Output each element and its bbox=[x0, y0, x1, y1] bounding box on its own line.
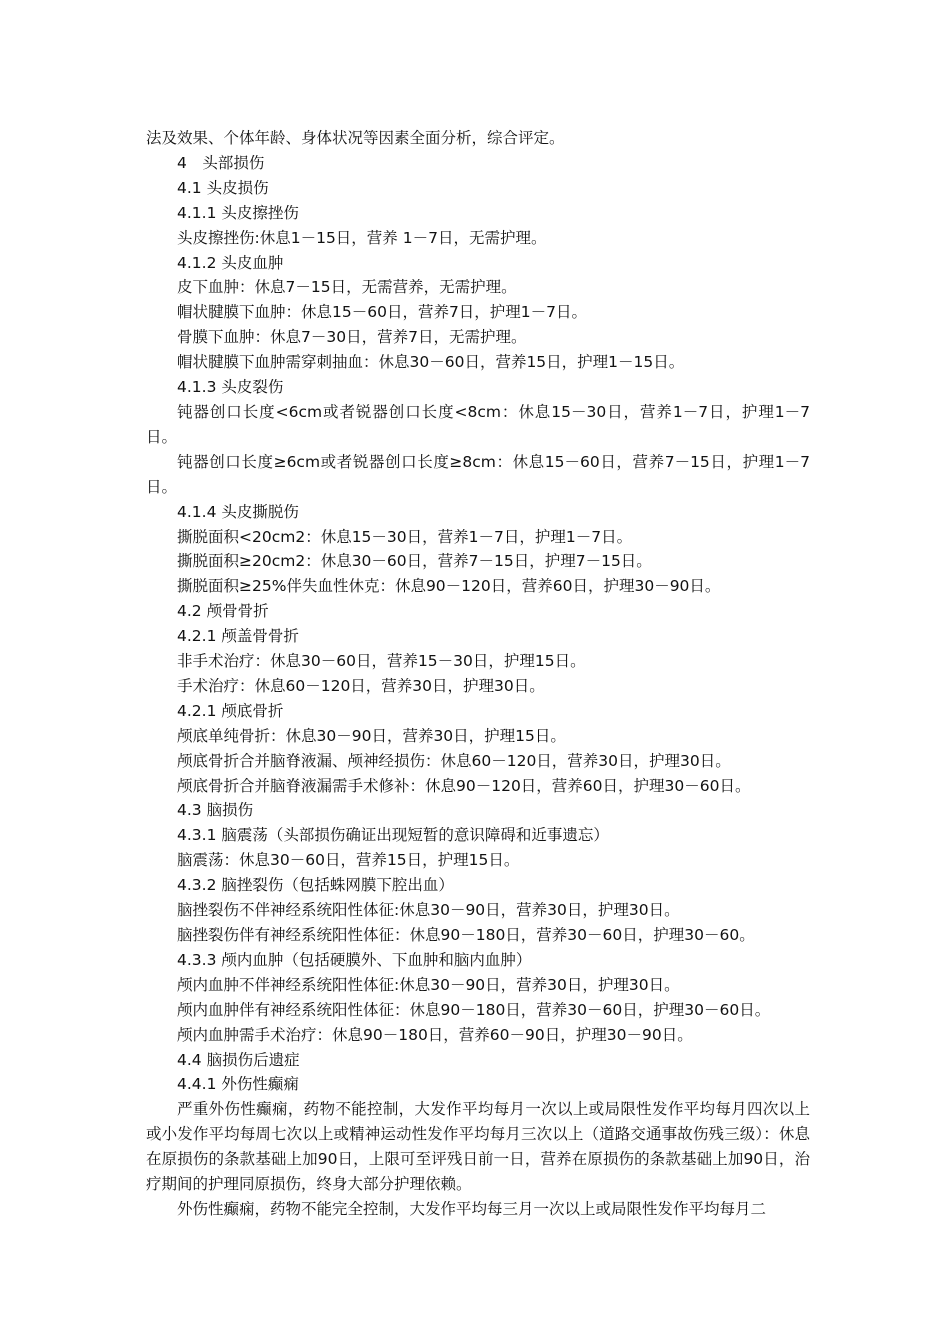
paragraph: 皮下血肿：休息7－15日，无需营养，无需护理。 bbox=[177, 278, 517, 297]
paragraph: 颅底骨折合并脑脊液漏需手术修补：休息90－120日，营养60日，护理30－60日。 bbox=[177, 776, 751, 795]
paragraph: 钝器创口长度<6cm或者锐器创口长度<8cm：休息15－30日，营养1－7日，护理1－7日。 bbox=[146, 402, 810, 446]
paragraph: 颅内血肿不伴神经系统阳性体征:休息30－90日，营养30日，护理30日。 bbox=[177, 975, 680, 994]
subsubsection-heading: 4.3.3 颅内血肿（包括硬膜外、下血肿和脑内血肿） bbox=[177, 950, 532, 969]
subsection-heading: 4.4 脑损伤后遗症 bbox=[177, 1050, 300, 1069]
paragraph: 帽状腱膜下血肿需穿刺抽血：休息30－60日，营养15日，护理1－15日。 bbox=[177, 353, 685, 372]
document-body bbox=[146, 126, 810, 1222]
subsubsection-heading: 4.2.1 颅盖骨骨折 bbox=[177, 627, 299, 646]
paragraph: 撕脱面积≥20cm2：休息30－60日，营养7－15日，护理7－15日。 bbox=[177, 552, 652, 571]
subsubsection-heading: 4.3.1 脑震荡（头部损伤确证出现短暂的意识障碍和近事遗忘） bbox=[177, 826, 609, 845]
subsubsection-heading: 4.1.3 头皮裂伤 bbox=[177, 378, 284, 397]
paragraph: 头皮擦挫伤:休息1－15日，营养 1－7日，无需护理。 bbox=[177, 228, 547, 247]
subsubsection-heading: 4.1.1 头皮擦挫伤 bbox=[177, 203, 299, 222]
subsection-heading: 4.3 脑损伤 bbox=[177, 801, 254, 820]
subsection-heading: 4.1 头皮损伤 bbox=[177, 178, 269, 197]
paragraph: 钝器创口长度≥6cm或者锐器创口长度≥8cm：休息15－60日，营养7－15日，护理1－7日。 bbox=[146, 452, 810, 496]
paragraph: 颅底单纯骨折：休息30－90日，营养30日，护理15日。 bbox=[177, 726, 566, 745]
paragraph: 颅内血肿伴有神经系统阳性体征：休息90－180日，营养30－60日，护理30－60日。 bbox=[177, 1000, 771, 1019]
paragraph: 颅底骨折合并脑脊液漏、颅神经损伤：休息60－120日，营养30日，护理30日。 bbox=[177, 751, 731, 770]
paragraph: 非手术治疗：休息30－60日，营养15－30日，护理15日。 bbox=[177, 652, 586, 671]
paragraph: 撕脱面积<20cm2：休息15－30日，营养1－7日，护理1－7日。 bbox=[177, 527, 633, 546]
paragraph: 严重外伤性癫痫，药物不能控制，大发作平均每月一次以上或局限性发作平均每月四次以上或小发作平均每周七次以上或精神运动性发作平均每月三次以上（道路交通事故伤残三级）：休息在原损伤的条款基础上加90日，上限可至评残日前一日，营养在原损伤的条款基础上加90日，治疗期间的护理同原损伤，终身大部分护理依赖。 bbox=[146, 1100, 810, 1194]
paragraph: 骨膜下血肿：休息7－30日，营养7日，无需护理。 bbox=[177, 328, 527, 347]
paragraph: 帽状腱膜下血肿：休息15－60日，营养7日，护理1－7日。 bbox=[177, 303, 588, 322]
paragraph: 脑挫裂伤不伴神经系统阳性体征:休息30－90日，营养30日，护理30日。 bbox=[177, 901, 680, 920]
subsubsection-heading: 4.2.1 颅底骨折 bbox=[177, 701, 284, 720]
section-heading: 4 头部损伤 bbox=[177, 153, 265, 172]
paragraph: 撕脱面积≥25%伴失血性休克：休息90－120日，营养60日，护理30－90日。 bbox=[177, 577, 721, 596]
paragraph: 外伤性癫痫，药物不能完全控制，大发作平均每三月一次以上或局限性发作平均每月二 bbox=[177, 1199, 767, 1218]
paragraph-intro: 法及效果、个体年龄、身体状况等因素全面分析，综合评定。 bbox=[146, 129, 565, 147]
paragraph: 脑震荡：休息30－60日，营养15日，护理15日。 bbox=[177, 851, 520, 870]
subsubsection-heading: 4.1.2 头皮血肿 bbox=[177, 253, 284, 272]
paragraph: 手术治疗：休息60－120日，营养30日，护理30日。 bbox=[177, 676, 545, 695]
subsubsection-heading: 4.3.2 脑挫裂伤（包括蛛网膜下腔出血） bbox=[177, 876, 454, 895]
subsubsection-heading: 4.1.4 头皮撕脱伤 bbox=[177, 502, 299, 521]
paragraph: 脑挫裂伤伴有神经系统阳性体征：休息90－180日，营养30－60日，护理30－60。 bbox=[177, 926, 755, 944]
subsection-heading: 4.2 颅骨骨折 bbox=[177, 602, 269, 621]
paragraph: 颅内血肿需手术治疗：休息90－180日，营养60－90日，护理30－90日。 bbox=[177, 1025, 693, 1044]
subsubsection-heading: 4.4.1 外伤性癫痫 bbox=[177, 1075, 299, 1094]
